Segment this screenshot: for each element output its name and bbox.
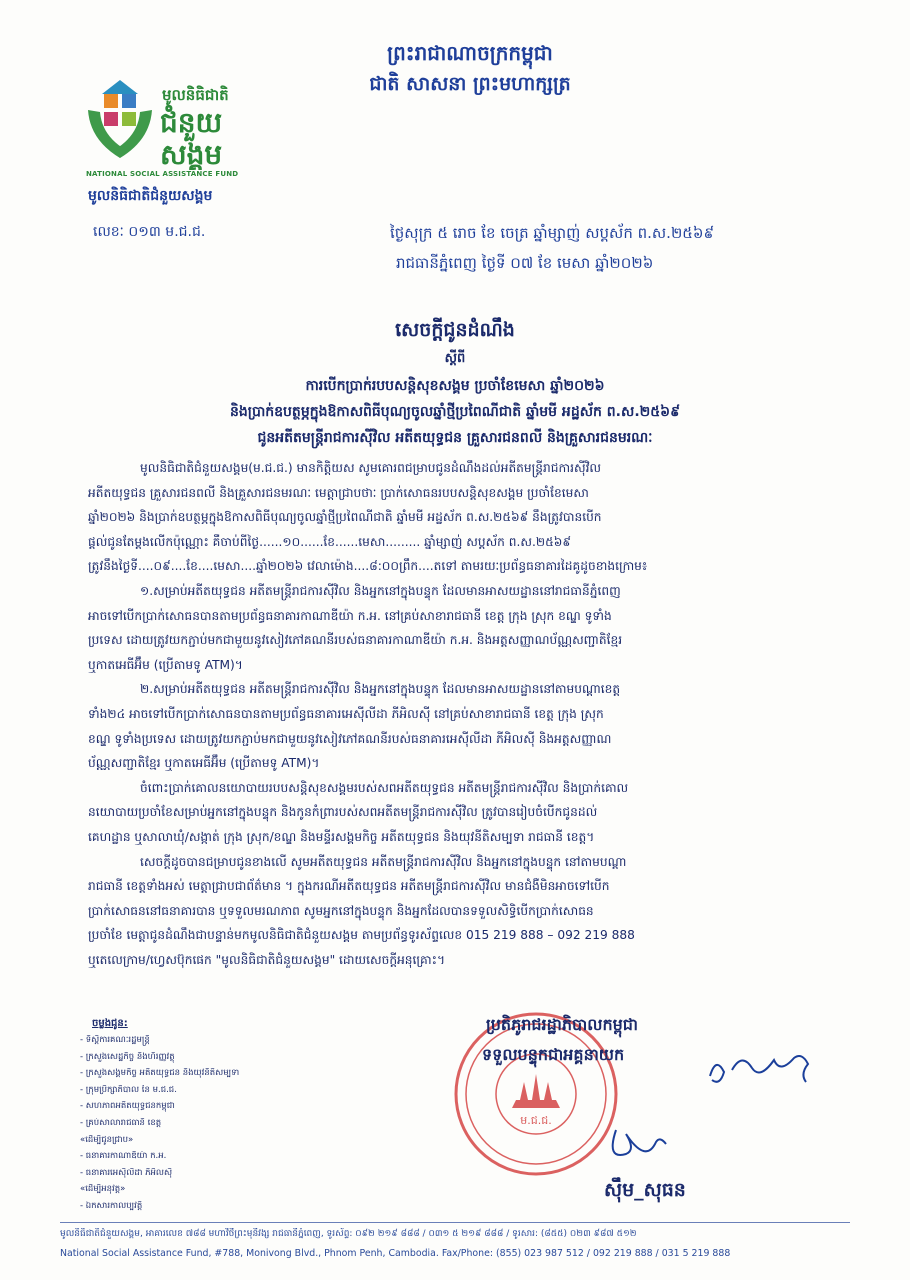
paragraph-1-line: អតីតយុទ្ធជន គ្រួសារជនពលី និងគ្រួសារជនមរណៈ មេត្តាជ្រាបថាៈ ប្រាក់សោធនរបបសន្តិសុខសង្គម ប្រចាំខែមេសា — [88, 485, 589, 500]
paragraph-3-line: ២.សម្រាប់អតីតយុទ្ធជន អតីតមន្ត្រីរាជការស៊ីវិល និងអ្នកនៅក្នុងបន្ទុក ដែលមានអាសយដ្ឋាននៅតាមបណ្តាខេត្ត — [140, 682, 621, 697]
paragraph-5-line: រាជធានី ខេត្តទាំងអស់ មេត្តាជ្រាបជាព័ត៌មាន ។ ក្នុងករណីអតីតយុទ្ធជន អតីតមន្ត្រីរាជការស៊ីវិល មានជំងឺមិនអាចទៅបើក — [88, 879, 610, 894]
national-motto: ជាតិ សាសនា ព្រះមហាក្សត្រ — [369, 73, 571, 95]
footer-khmer-address: មូលនិធិជាតិជំនួយសង្គម, អាគារលេខ ៧៨៨ មហាវិថីព្រះមុនីវង្ស រាជធានីភ្នំពេញ, ទូរស័ព្ទ: ០៩២ ២១៩ ៨៨៨ / ០៣១ ៥ ២១៩ ៨៨៨ / ទូរសារ: (៨៥៥) ០២៣ ៩៨៧ ៥១២ — [60, 1229, 637, 1239]
recipients-heading: ចម្លងជូន: — [92, 1018, 128, 1029]
subject-line-2: និងប្រាក់ឧបត្ថម្ភក្នុងឱកាសពិធីបុណ្យចូលឆ្នាំថ្មីប្រពៃណីជាតិ ឆ្នាំមមី អដ្ឋស័ក ព.ស.២៥៦៩ — [230, 404, 680, 420]
paragraph-4-line: នយោបាយប្រចាំខែសម្រាប់អ្នកនៅក្នុងបន្ទុក និងកូនកំព្រារបស់សពអតីតមន្ត្រីរាជការស៊ីវិល ត្រូវបានរៀបចំបើកជូនដល់ — [88, 805, 598, 820]
subject-line-3: ជូនអតីតមន្ត្រីរាជការស៊ីវិល អតីតយុទ្ធជន គ្រួសារជនពលី និងគ្រួសារជនមរណៈ — [257, 430, 653, 446]
paragraph-3-line: ខណ្ឌ ទូទាំងប្រទេស ដោយត្រូវយកភ្ជាប់មកជាមួយនូវសៀវភៅគណនីរបស់ធនាគារអេស៊ីលីដា ភីអិលស៊ី និងអត្តសញ្ញាណ — [88, 731, 612, 746]
recipient-item: - ឯកសារកាលប្បវត្តិ — [80, 1200, 143, 1211]
paragraph-4-line: ចំពោះប្រាក់គោលនយោបាយរបបសន្តិសុខសង្គមរបស់សពអតីតយុទ្ធជន អតីតមន្ត្រីរាជការស៊ីវិល និងប្រាក់គោល — [140, 780, 629, 795]
recipient-item: - ក្រសួងសង្គមកិច្ច អតីតយុទ្ធជន និងយុវនីតិសម្បទា — [80, 1068, 240, 1079]
notice-heading: សេចក្តីជូនដំណឹង — [395, 319, 515, 341]
notice-body — [88, 456, 838, 972]
footer-divider — [60, 1222, 850, 1223]
subject-label: ស្តីពី — [444, 351, 466, 366]
recipient-item: - សហភាពអតីតយុទ្ធជនកម្ពុជា — [80, 1101, 175, 1112]
paragraph-3-line: ទាំង២៤ អាចទៅបើកប្រាក់សោធនបានតាមប្រព័ន្ធធនាគារអេស៊ីលីដា ភីអិលស៊ី នៅគ្រប់សាខារាជធានី ខេត្ត ក្រុង ស្រុក — [88, 706, 604, 721]
family-icon — [102, 80, 138, 126]
temple-icon — [512, 1074, 560, 1108]
recipient-item: «ដើម្បីជូនជ្រាប» — [80, 1134, 134, 1145]
recipient-item: - ក្រសួងសេដ្ឋកិច្ច និងហិរញ្ញវត្ថុ — [80, 1051, 175, 1062]
paragraph-2-line: ១.សម្រាប់អតីតយុទ្ធជន អតីតមន្ត្រីរាជការស៊ីវិល និងអ្នកនៅក្នុងបន្ទុក ដែលមានអាសយដ្ឋាននៅរាជធានីភ្នំពេញ — [140, 583, 621, 598]
lunar-date: ថ្ងៃសុក្រ ៥ រោច ខែ ចេត្រ ឆ្នាំម្សាញ់ សប្តស័ក ព.ស.២៥៦៩ — [390, 224, 715, 242]
solar-date: រាជធានីភ្នំពេញ ថ្ងៃទី ០៧ ខែ មេសា ឆ្នាំ២០២៦ — [396, 254, 654, 272]
paragraph-5-line: ប្រាក់សោធននៅធនាគារបាន ឬទទួលមរណភាព សូមអ្នកនៅក្នុងបន្ទុក និងអ្នកដែលបានទទួលសិទ្ធិបើកប្រាក់សោធន — [88, 903, 594, 918]
signatory-name: ស៊ឹម_សុធន — [604, 1179, 686, 1201]
reference-number: លេខៈ ០១៣ ម.ជ.ជ. — [93, 224, 206, 240]
svg-text:ជំនួយ: ជំនួយ — [160, 106, 223, 139]
recipient-item: - ក្រុមប្រឹក្សាភិបាល នៃ ម.ជ.ជ. — [80, 1084, 177, 1095]
recipient-item: - ធនាគារអេស៊ីលីដា ភីអិលស៊ី — [80, 1167, 173, 1178]
paragraph-3-line: ប័ណ្ណសញ្ជាតិខ្មែរ ឬកាតអេធីអ៊ឹម (ប្រើតាមទូ ATM)។ — [88, 756, 320, 771]
subject-line-1: ការបើកប្រាក់របបសន្តិសុខសង្គម ប្រចាំខែមេសា ឆ្នាំ២០២៦ — [305, 378, 605, 394]
paragraph-1-line: ផ្តល់ជូនតែម្តងលើកប៉ុណ្ណោះ គឺចាប់ពីថ្ងៃ......១០......ខែ......មេសា......... ឆ្នាំម្សាញ់ សប្តស័ក ព.ស.២៥៦៩ — [88, 534, 571, 549]
paragraph-2-line: អាចទៅបើកប្រាក់សោធនបានតាមប្រព័ន្ធធនាគារកាណាឌីយ៉ា ក.អ. នៅគ្រប់សាខារាជធានី ខេត្ត ក្រុង ស្រុក ខណ្ឌ ទូទាំង — [88, 608, 612, 623]
fund-logo — [80, 70, 250, 170]
handwritten-signature — [560, 1030, 820, 1180]
paragraph-2-line: ប្រទេស ដោយត្រូវយកភ្ជាប់មកជាមួយនូវសៀវភៅគណនីរបស់ធនាគារកាណាឌីយ៉ា ក.អ. និងអត្តសញ្ញាណប័ណ្ណសញ្ជាតិខ្មែរ — [88, 633, 623, 648]
recipient-item: - ធនាគារកាណាឌីយ៉ា ក.អ. — [80, 1151, 167, 1162]
paragraph-5-line: ប្រចាំខែ មេត្តាជូនដំណឹងជាបន្ទាន់មកមូលនិធិជាតិជំនួយសង្គម តាមប្រព័ន្ធទូរស័ព្ទលេខ 015 219 888 – 092 219 888 — [88, 928, 635, 943]
recipient-item: - គ្រប់សាលារាជធានី ខេត្ត — [80, 1117, 162, 1128]
svg-text:សង្គម: សង្គម — [160, 138, 223, 170]
logo-english-name: NATIONAL SOCIAL ASSISTANCE FUND — [86, 170, 239, 178]
paragraph-1-line: មូលនិធិជាតិជំនួយសង្គម(ម.ជ.ជ.) មានកិត្តិយស សូមគោរពជម្រាបជូនដំណឹងដល់អតីតមន្ត្រីរាជការស៊ីវិល — [140, 461, 602, 475]
fund-name: មូលនិធិជាតិជំនួយសង្គម — [88, 188, 213, 204]
signatory-title-1: ប្រតិភូរាជរដ្ឋាភិបាលកម្ពុជា — [486, 1015, 639, 1034]
paragraph-1-line: ត្រូវនឹងថ្ងៃទី....០៩....ខែ....មេសា....ឆ្នាំ២០២៦ វេលាម៉ោង....៨:០០ព្រឹក....តទៅ តាមរយៈប្រព័ន្ធធនាគារដៃគូដូចខាងក្រោម៖ — [88, 559, 648, 574]
footer-english-address: National Social Assistance Fund, #788, Monivong Blvd., Phnom Penh, Cambodia. Fax/Phone: (855) 023 987 512 / 092 219 888 / 031 5 219 888 — [60, 1248, 731, 1259]
svg-text:មូលនិធិជាតិ: មូលនិធិជាតិ — [162, 86, 229, 104]
paragraph-4-line: គេហដ្ឋាន ឬសាលាឃុំ/សង្កាត់ ក្រុង ស្រុក/ខណ្ឌ និងមន្ទីរសង្គមកិច្ច អតីតយុទ្ធជន និងយុវនីតិសម្បទា រាជធានី ខេត្ត។ — [88, 829, 595, 844]
recipient-item: - ទីស្តីការគណៈរដ្ឋមន្ត្រី — [80, 1035, 150, 1045]
paragraph-5-line: ឬតេលេក្រាម/ហ្វេសប៊ុកផេក "មូលនិធិជាតិជំនួយសង្គម" ដោយសេចក្តីអនុគ្រោះ។ — [88, 952, 446, 967]
stamp-text: ម.ជ.ជ. — [520, 1114, 552, 1127]
hands-icon — [88, 110, 152, 158]
paragraph-2-line: ឬកាតអេធីអ៊ឹម (ប្រើតាមទូ ATM)។ — [88, 657, 243, 672]
kingdom-heading: ព្រះរាជាណាចក្រកម្ពុជា — [387, 41, 553, 65]
signatory-title-2: ទទួលបន្ទុកជាអគ្គនាយក — [482, 1045, 625, 1064]
paragraph-1-line: ឆ្នាំ២០២៦ និងប្រាក់ឧបត្ថម្ភក្នុងឱកាសពិធីបុណ្យចូលឆ្នាំថ្មីប្រពៃណីជាតិ ឆ្នាំមមី អដ្ឋស័ក ព.ស.២៥៦៩ នឹងត្រូវបានបើក — [88, 510, 602, 525]
recipients-list — [80, 1016, 310, 1218]
recipient-item: «ដើម្បីអនុវត្ត» — [80, 1184, 126, 1195]
paragraph-5-line: សេចក្តីដូចបានជម្រាបជូនខាងលើ សូមអតីតយុទ្ធជន អតីតមន្ត្រីរាជការស៊ីវិល និងអ្នកនៅក្នុងបន្ទុក នៅតាមបណ្តា — [140, 854, 627, 869]
